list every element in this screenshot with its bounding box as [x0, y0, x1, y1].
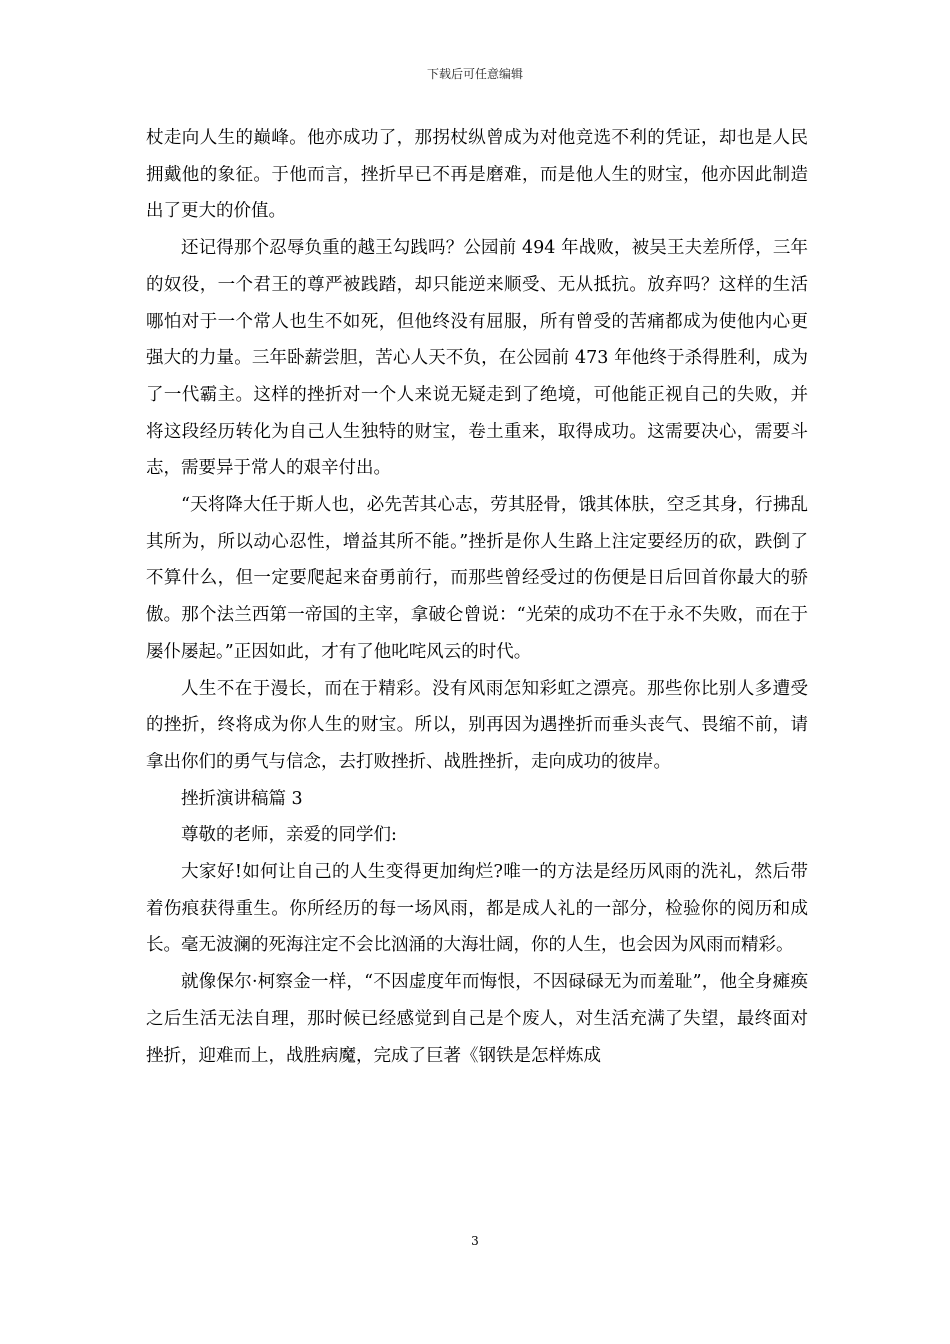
paragraph-quote-napoleon: “天将降大任于斯人也，必先苦其心志，劳其胫骨，饿其体肤，空乏其身，行拂乱其所为，所以动心忍性，增益其所不能。”挫折是你人生路上注定要经历的砍，跌倒了不算什么，但一定要爬起来奋勇前行，而那些曾经受过的伤便是日后回首你最大的骄傲。那个法兰西第一帝国的主宰，拿破仑曾说：“光荣的成功不在于永不失败，而在于屡仆屡起。”正因如此，才有了他叱咤风云的时代。 — [146, 495, 808, 662]
paragraph-opening: 大家好!如何让自己的人生变得更加绚烂?唯一的方法是经历风雨的洗礼，然后带着伤痕获得重生。你所经历的每一场风雨，都是成人礼的一部分，检验你的阅历和成长。毫无波澜的死海注定不会比汹涌的大海壮阔，你的人生，也会因为风雨而精彩。 — [146, 862, 808, 956]
document-body — [146, 120, 808, 1074]
page-header: 下载后可任意编辑 — [426, 67, 523, 81]
page-number: 3 — [471, 1234, 479, 1248]
paragraph-continuation: 杖走向人生的巅峰。他亦成功了，那拐杖纵曾成为对他竞选不利的凭证，却也是人民拥戴他的象征。于他而言，挫折早已不再是磨难，而是他人生的财宝，他亦因此制造出了更大的价值。 — [146, 128, 808, 222]
paragraph-pavel: 就像保尔·柯察金一样，“不因虚度年而悔恨，不因碌碌无为而羞耻”，他全身瘫痪之后生活无法自理，那时候已经感觉到自己是个废人，对生活充满了失望，最终面对挫折，迎难而上，战胜病魔，完成了巨著《钢铁是怎样炼成 — [146, 972, 808, 1066]
section-title: 挫折演讲稿篇 3 — [181, 788, 303, 809]
paragraph-conclusion: 人生不在于漫长，而在于精彩。没有风雨怎知彩虹之漂亮。那些你比别人多遭受的挫折，终将成为你人生的财宝。所以，别再因为遇挫折而垂头丧气、畏缩不前，请拿出你们的勇气与信念，去打败挫折、战胜挫折，走向成功的彼岸。 — [146, 678, 808, 772]
paragraph-goujian: 还记得那个忍辱负重的越王勾践吗？公园前 494 年战败，被吴王夫差所俘，三年的奴役，一个君王的尊严被践踏，却只能逆来顺受、无从抵抗。放弃吗？这样的生活哪怕对于一个常人也生不如死，但他终没有屈服，所有曾受的苦痛都成为使他内心更强大的力量。三年卧薪尝胆，苦心人天不负，在公园前 473 年他终于杀得胜利，成为了一代霸主。这样的挫折对一个人来说无疑走到了绝境，可他能正视自己的失败，并将这段经历转化为自己人生独特的财宝，卷土重来，取得成功。这需要决心，需要斗志，需要异于常人的艰辛付出。 — [146, 238, 808, 479]
salutation: 尊敬的老师，亲爱的同学们: — [181, 825, 397, 846]
